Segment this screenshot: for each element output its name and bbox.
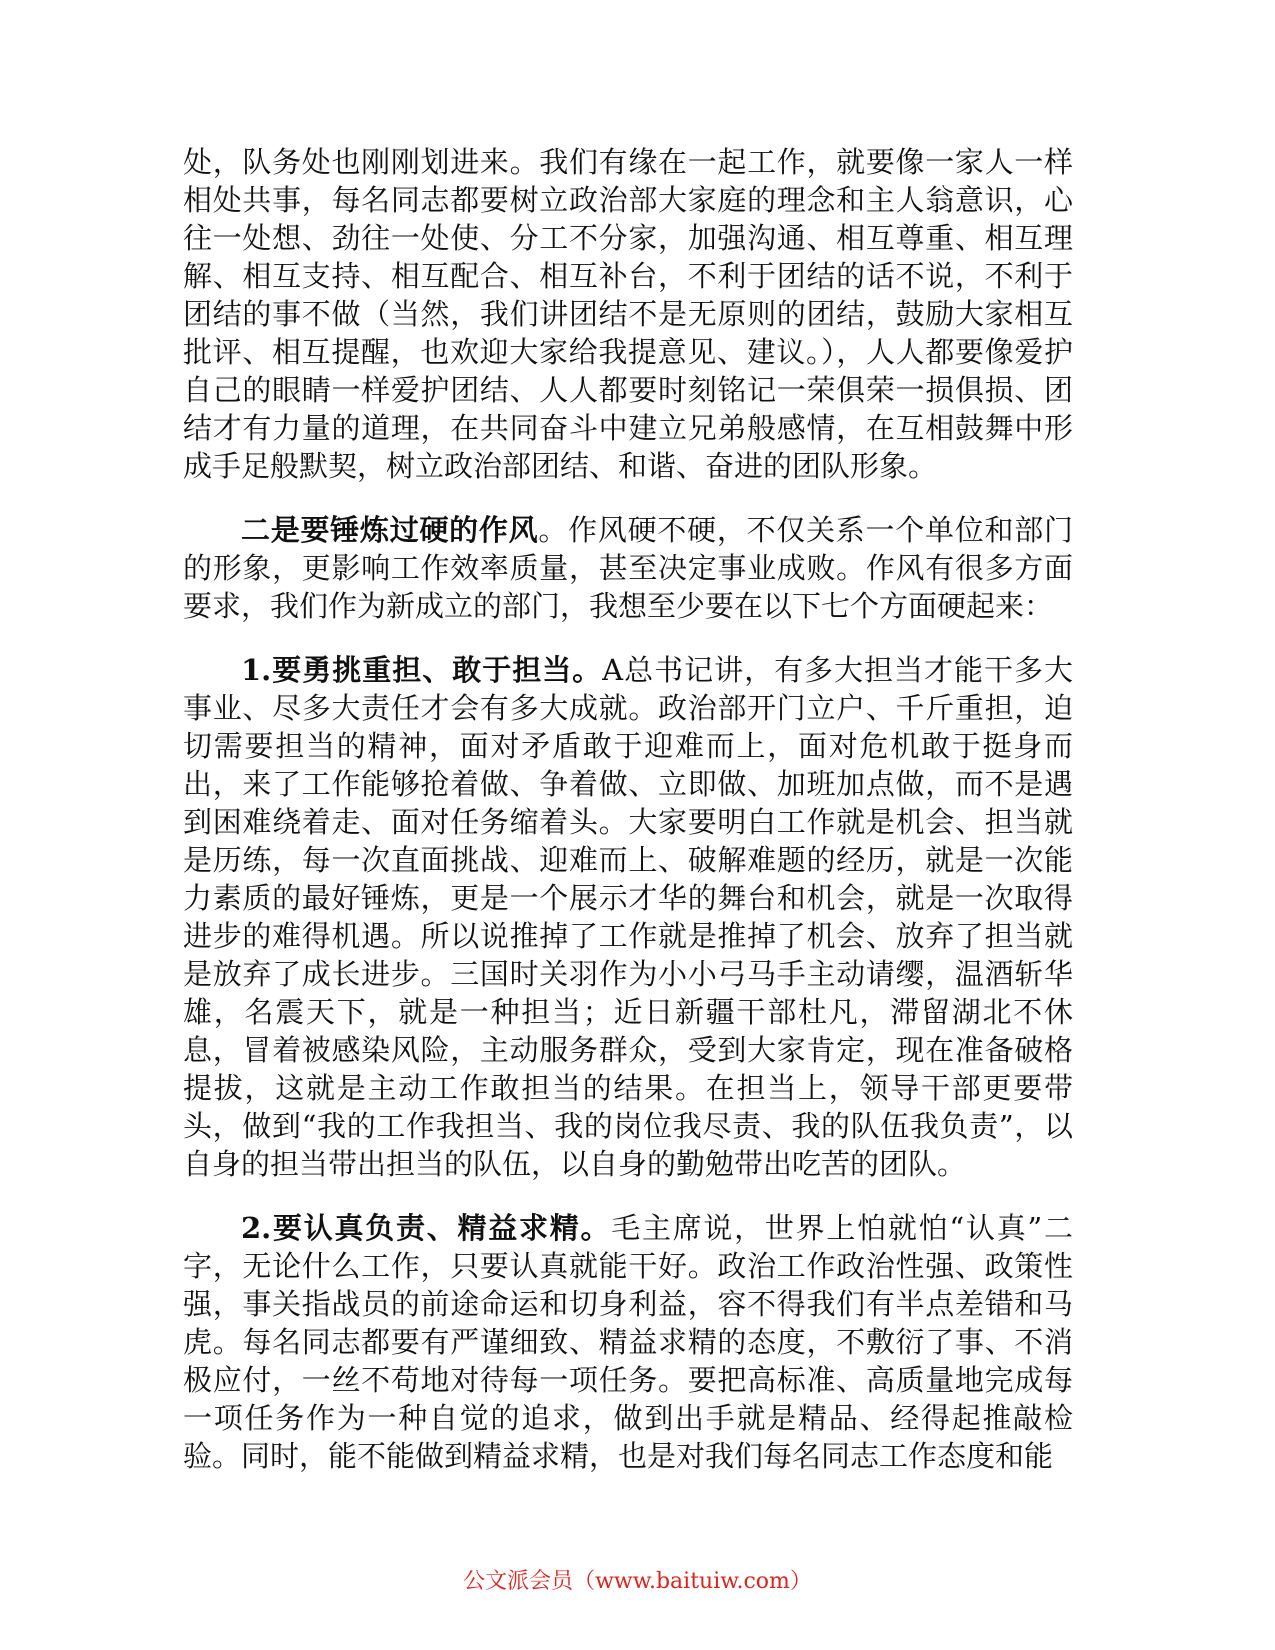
footer-watermark: 公文派会员（www.baituiw.com） xyxy=(463,1569,812,1594)
document-body xyxy=(183,143,1073,1501)
paragraph-heading: 二是要锤炼过硬的作风 xyxy=(241,513,539,547)
paragraph-text: 。作风硬不硬，不仅关系一个单位和部门的形象，更影响工作效率质量，甚至决定事业成败。作风有很多方面要求，我们作为新成立的部门，我想至少要在以下七个方面硬起来： xyxy=(183,513,1073,623)
paragraph-heading: 2.要认真负责、精益求精。 xyxy=(241,1211,612,1245)
paragraph-heading: 1.要勇挑重担、敢于担当。 xyxy=(241,653,603,687)
paragraph-work-style xyxy=(183,511,1073,625)
paragraph-text: A总书记讲，有多大担当才能干多大事业、尽多大责任才会有多大成就。政治部开门立户、千斤重担，迫切需要担当的精神，面对矛盾敢于迎难而上，面对危机敢于挺身而出，来了工作能够抢着做、争着做、立即做、加班加点做，而不是遇到困难绕着走、面对任务缩着头。大家要明白工作就是机会、担当就是历练，每一次直面挑战、迎难而上、破解难题的经历，就是一次能力素质的最好锤炼，更是一个展示才华的舞台和机会，就是一次取得进步的难得机遇。所以说推掉了工作就是推掉了机会、放弃了担当就是放弃了成长进步。三国时关羽作为小小弓马手主动请缨，温酒斩华雄，名震天下，就是一种担当；近日新疆干部杜凡，滞留湖北不休息，冒着被感染风险，主动服务群众，受到大家肯定，现在准备破格提拔，这就是主动工作敢担当的结果。在担当上，领导干部更要带头，做到“我的工作我担当、我的岗位我尽责、我的队伍我负责”，以自身的担当带出担当的队伍，以自身的勤勉带出吃苦的团队。 xyxy=(183,653,1073,1181)
paragraph-diligence xyxy=(183,1209,1073,1475)
paragraph-team-unity xyxy=(183,143,1073,485)
paragraph-text: 处，队务处也刚刚划进来。我们有缘在一起工作，就要像一家人一样相处共事，每名同志都要树立政治部大家庭的理念和主人翁意识，心往一处想、劲往一处使、分工不分家，加强沟通、相互尊重、相互理解、相互支持、相互配合、相互补台，不利于团结的话不说，不利于团结的事不做（当然，我们讲团结不是无原则的团结，鼓励大家相互批评、相互提醒，也欢迎大家给我提意见、建议。），人人都要像爱护自己的眼睛一样爱护团结、人人都要时刻铭记一荣俱荣一损俱损、团结才有力量的道理，在共同奋斗中建立兄弟般感情，在互相鼓舞中形成手足般默契，树立政治部团结、和谐、奋进的团队形象。 xyxy=(183,145,1073,483)
paragraph-text: 毛主席说，世界上怕就怕“认真”二字，无论什么工作，只要认真就能干好。政治工作政治性强、政策性强，事关指战员的前途命运和切身利益，容不得我们有半点差错和马虎。每名同志都要有严谨细致、精益求精的态度，不敷衍了事、不消极应付，一丝不苟地对待每一项任务。要把高标准、高质量地完成每一项任务作为一种自觉的追求，做到出手就是精品、经得起推敲检验。同时，能不能做到精益求精，也是对我们每名同志工作态度和能 xyxy=(183,1211,1074,1473)
paragraph-responsibility xyxy=(183,651,1073,1183)
